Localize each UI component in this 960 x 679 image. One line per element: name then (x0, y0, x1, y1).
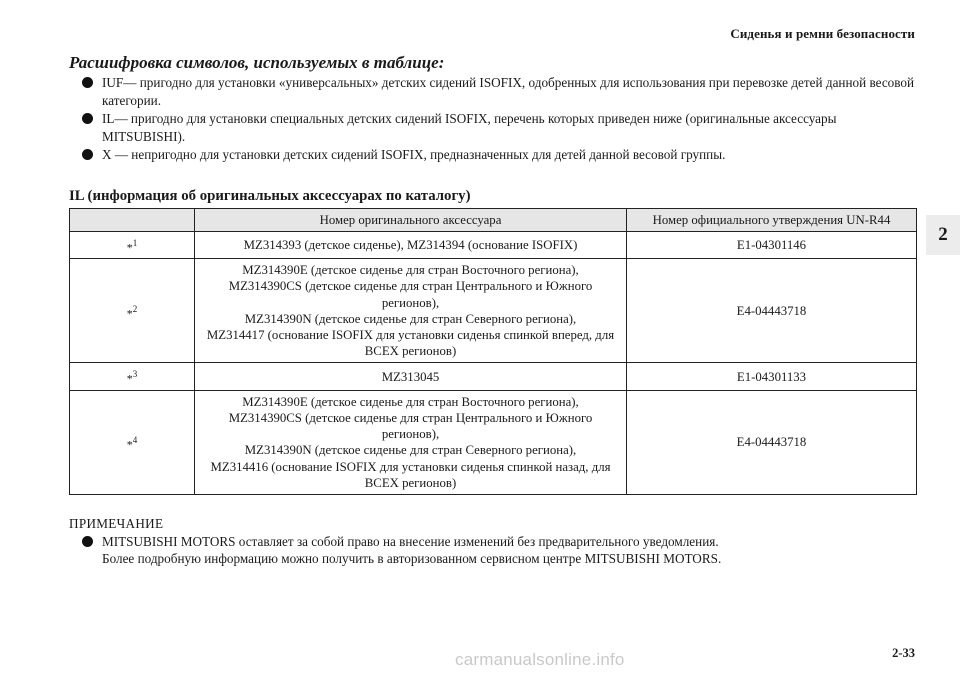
legend-item-il (69, 110, 917, 145)
footnote-number: 3 (132, 369, 138, 380)
accessory-number (195, 231, 627, 258)
asterisk: * (126, 305, 133, 320)
legend-item-text: IL— пригодно для установки специальных детских сидений ISOFIX, перечень которых приведен ниже (оригинальные аксессуары MITSUBISHI). (102, 111, 837, 144)
column-header-approval: Номер официального утверждения UN-R44 (627, 208, 917, 231)
approval-number: E4-04443718 (627, 259, 917, 363)
accessory-line: MZ314390E (детское сиденье для стран Восточного региона), (242, 394, 579, 409)
table-row (70, 231, 917, 258)
legend-heading: Расшифровка символов, используемых в таблице: (69, 53, 445, 72)
accessory-table (69, 208, 917, 496)
accessory-number (195, 390, 627, 494)
note-title: ПРИМЕЧАНИЕ (69, 516, 164, 532)
accessory-line: MZ314393 (детское сиденье), MZ314394 (основание ISOFIX) (243, 237, 578, 252)
row-mark (70, 363, 195, 390)
note-block (69, 515, 917, 568)
asterisk: * (126, 239, 133, 254)
table-heading: IL (информация об оригинальных аксессуарах по каталогу) (69, 187, 471, 204)
chapter-tab: 2 (926, 215, 960, 255)
bullet-icon (82, 149, 93, 160)
legend-item-iuf (69, 74, 917, 109)
page-number: 2-33 (892, 646, 915, 660)
accessory-line: MZ314416 (основание ISOFIX для установки сиденья спинкой назад, для ВСЕХ регионов) (210, 459, 611, 490)
accessory-number (195, 363, 627, 390)
table-row (70, 363, 917, 390)
note-line: MITSUBISHI MOTORS оставляет за собой право на внесение изменений без предварительного уведомления. (102, 533, 719, 549)
note-list (69, 533, 917, 568)
accessory-line: MZ314390E (детское сиденье для стран Восточного региона), (242, 263, 579, 278)
note-line: Более подробную информацию можно получить в авторизованном сервисном центре MITSUBISHI MOTORS. (102, 551, 722, 567)
column-header-mark (70, 208, 195, 231)
running-header: Сиденья и ремни безопасности (730, 26, 915, 41)
bullet-icon (82, 536, 93, 547)
column-header-accessory: Номер оригинального аксессуара (195, 208, 627, 231)
legend-item-text: X — непригодно для установки детских сидений ISOFIX, предназначенных для детей данной весовой группы. (102, 147, 726, 162)
legend-item-text: IUF— пригодно для установки «универсальных» детских сидений ISOFIX, одобренных для использования при перевозке детей данной весовой категории. (102, 75, 915, 108)
bullet-icon (82, 113, 93, 124)
accessory-line: MZ314390CS (детское сиденье для стран Центрального и Южного регионов), (228, 411, 593, 442)
bullet-icon (82, 77, 93, 88)
asterisk: * (126, 437, 133, 452)
approval-number: E1-04301133 (627, 363, 917, 390)
table-row (70, 259, 917, 363)
accessory-number (195, 259, 627, 363)
accessory-line: MZ314390CS (детское сиденье для стран Центрального и Южного регионов), (228, 279, 593, 310)
accessory-line: MZ314417 (основание ISOFIX для установки сиденья спинкой вперед, для ВСЕХ регионов) (206, 327, 615, 359)
table-header-row (70, 208, 917, 231)
legend-item-x (69, 146, 917, 164)
asterisk: * (126, 371, 133, 386)
table-row (70, 390, 917, 494)
note-item (69, 533, 917, 568)
accessory-line: MZ314390N (детское сиденье для стран Северного региона), (244, 443, 577, 458)
accessory-line: MZ314390N (детское сиденье для стран Северного региона), (244, 311, 577, 326)
row-mark (70, 231, 195, 258)
approval-number: E1-04301146 (627, 231, 917, 258)
watermark: carmanualsonline.info (455, 650, 625, 669)
footnote-number: 1 (132, 237, 138, 248)
legend-list (69, 74, 917, 164)
footnote-number: 4 (132, 435, 138, 446)
row-mark (70, 259, 195, 363)
row-mark (70, 390, 195, 494)
page-content (69, 52, 917, 568)
approval-number: E4-04443718 (627, 390, 917, 494)
footnote-number: 2 (132, 303, 138, 314)
accessory-line: MZ313045 (381, 369, 440, 384)
